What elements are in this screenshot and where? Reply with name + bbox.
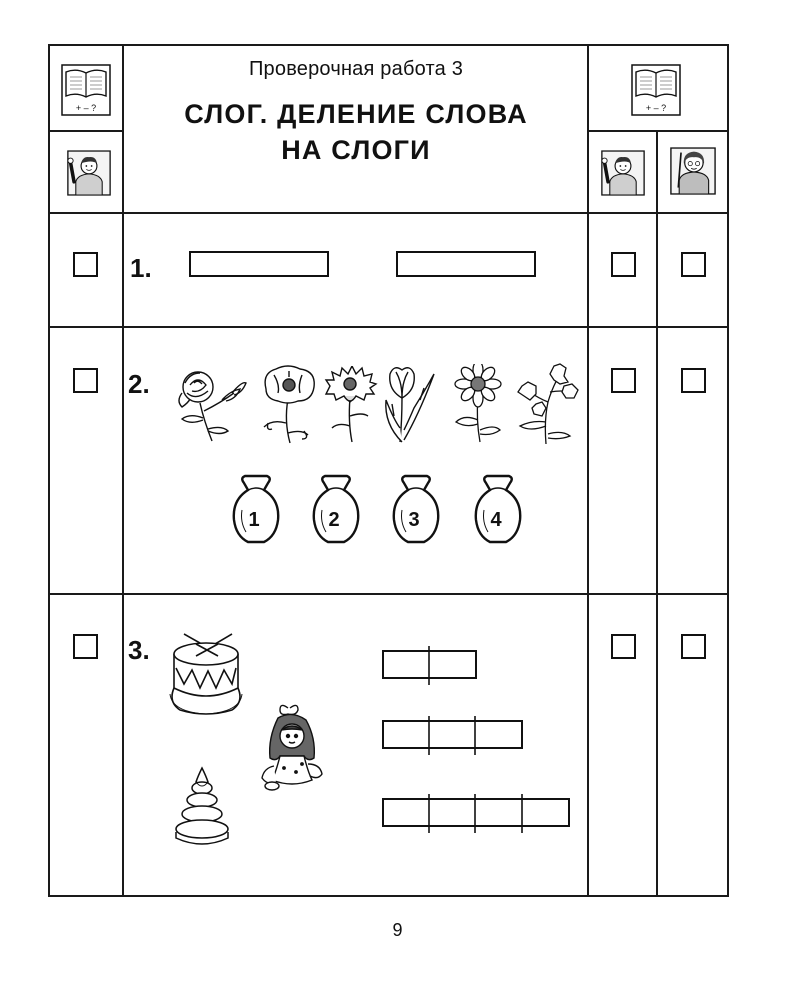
daisy-icon — [448, 364, 508, 444]
task2-self-check-box[interactable] — [73, 368, 98, 393]
page-number: 9 — [392, 920, 403, 940]
book-marks-label: + – ? — [645, 103, 667, 113]
worksheet-title — [124, 96, 588, 168]
task1-self-check-box[interactable] — [73, 252, 98, 277]
row-divider — [48, 130, 123, 132]
vase-3[interactable] — [388, 470, 444, 546]
task1-answer-box-2[interactable] — [396, 251, 536, 277]
teacher-with-pointer-icon — [670, 146, 716, 196]
worksheet-subtitle: Проверочная работа 3 — [248, 58, 464, 80]
pyramid-toy-icon — [172, 766, 232, 848]
open-book-icon — [61, 64, 111, 116]
task2-number: 2. — [128, 369, 150, 399]
table-border-top — [48, 44, 729, 46]
column-divider — [122, 44, 124, 897]
task1-answer-box-1[interactable] — [189, 251, 329, 277]
doll-icon — [258, 702, 326, 794]
drum-icon — [166, 630, 246, 718]
task1-number: 1. — [130, 253, 152, 283]
row-divider — [48, 212, 729, 214]
vase-2[interactable] — [308, 470, 364, 546]
bellflower-icon — [512, 362, 582, 446]
title-line-2: НА СЛОГИ — [281, 135, 431, 165]
title-line-1: СЛОГ. ДЕЛЕНИЕ СЛОВА — [184, 99, 528, 129]
student-raising-hand-icon — [601, 150, 645, 196]
row-divider — [587, 130, 729, 132]
table-border-right — [727, 44, 729, 897]
row-divider — [48, 326, 729, 328]
vase-1[interactable] — [228, 470, 284, 546]
task2-teacher-check-box[interactable] — [681, 368, 706, 393]
task3-self-check-box[interactable] — [73, 634, 98, 659]
cornflower-icon — [322, 366, 378, 444]
task3-number: 3. — [128, 635, 150, 665]
syllable-scheme-3[interactable] — [382, 715, 524, 757]
student-raising-hand-icon — [67, 150, 111, 196]
table-border-bottom — [48, 895, 729, 897]
column-divider — [656, 130, 658, 897]
table-border-left — [48, 44, 50, 897]
task3-teacher-check-box[interactable] — [681, 634, 706, 659]
open-book-icon — [631, 64, 681, 116]
task1-student-check-box[interactable] — [611, 252, 636, 277]
tulip-icon — [380, 364, 438, 444]
vase-4[interactable] — [470, 470, 526, 546]
column-divider — [587, 44, 589, 897]
task1-teacher-check-box[interactable] — [681, 252, 706, 277]
book-marks-label: + – ? — [75, 103, 97, 113]
row-divider — [48, 593, 729, 595]
vase-number: 2 — [328, 509, 340, 531]
task2-student-check-box[interactable] — [611, 368, 636, 393]
syllable-scheme-4[interactable] — [382, 793, 572, 835]
vase-number: 3 — [408, 509, 420, 531]
rose-icon — [170, 363, 250, 443]
vase-number: 1 — [248, 509, 260, 531]
poppy-icon — [258, 363, 320, 445]
task3-student-check-box[interactable] — [611, 634, 636, 659]
syllable-scheme-2[interactable] — [382, 645, 478, 687]
vase-number: 4 — [490, 509, 502, 531]
